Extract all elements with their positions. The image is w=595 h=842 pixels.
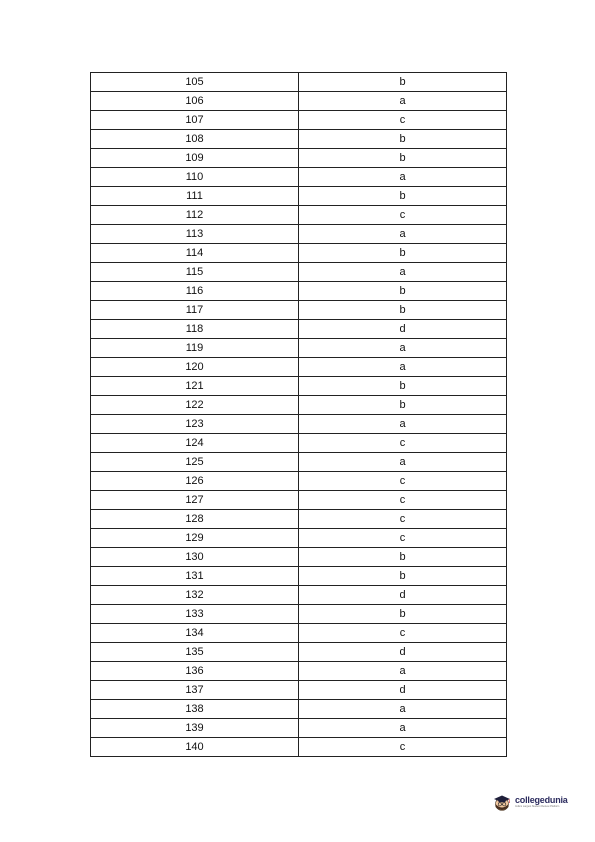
answer-cell: a [299,700,507,719]
question-number-cell: 118 [91,320,299,339]
table-row [91,605,507,624]
answer-cell: b [299,377,507,396]
answer-cell: a [299,263,507,282]
answer-key-table [90,72,507,757]
answer-cell: b [299,301,507,320]
answer-cell: b [299,567,507,586]
question-number-cell: 136 [91,662,299,681]
answer-cell: b [299,187,507,206]
table-row [91,263,507,282]
question-number-cell: 116 [91,282,299,301]
answer-cell: a [299,719,507,738]
question-number-cell: 137 [91,681,299,700]
answer-cell: b [299,548,507,567]
table-row [91,434,507,453]
table-row [91,719,507,738]
answer-cell: c [299,206,507,225]
question-number-cell: 121 [91,377,299,396]
table-row [91,339,507,358]
question-number-cell: 120 [91,358,299,377]
table-row [91,282,507,301]
question-number-cell: 139 [91,719,299,738]
answer-cell: c [299,624,507,643]
question-number-cell: 132 [91,586,299,605]
question-number-cell: 106 [91,92,299,111]
answer-cell: b [299,149,507,168]
table-row [91,567,507,586]
answer-cell: c [299,434,507,453]
table-row [91,643,507,662]
answer-cell: a [299,358,507,377]
table-row [91,415,507,434]
answer-cell: d [299,586,507,605]
question-number-cell: 131 [91,567,299,586]
answer-cell: b [299,130,507,149]
answer-cell: b [299,73,507,92]
answer-cell: a [299,92,507,111]
logo-tagline: India's Largest Student Review Platform [515,804,560,808]
table-row [91,301,507,320]
table-row [91,624,507,643]
question-number-cell: 128 [91,510,299,529]
answer-cell: a [299,415,507,434]
answer-cell: a [299,339,507,358]
answer-cell: b [299,244,507,263]
question-number-cell: 110 [91,168,299,187]
table-row [91,738,507,757]
table-row [91,700,507,719]
question-number-cell: 140 [91,738,299,757]
answer-cell: d [299,643,507,662]
question-number-cell: 126 [91,472,299,491]
question-number-cell: 130 [91,548,299,567]
question-number-cell: 114 [91,244,299,263]
table-row [91,244,507,263]
answer-cell: c [299,472,507,491]
answer-cell: a [299,225,507,244]
question-number-cell: 127 [91,491,299,510]
question-number-cell: 119 [91,339,299,358]
logo-name: collegedunia [515,794,568,805]
question-number-cell: 122 [91,396,299,415]
table-row [91,491,507,510]
logo-text [515,796,568,809]
answer-cell: c [299,491,507,510]
answer-cell: a [299,662,507,681]
answer-cell: d [299,320,507,339]
table-row [91,681,507,700]
answer-cell: c [299,529,507,548]
table-row [91,92,507,111]
table-row [91,206,507,225]
question-number-cell: 112 [91,206,299,225]
graduate-mascot-icon [492,792,512,812]
question-number-cell: 111 [91,187,299,206]
question-number-cell: 115 [91,263,299,282]
table-row [91,320,507,339]
question-number-cell: 133 [91,605,299,624]
question-number-cell: 113 [91,225,299,244]
question-number-cell: 125 [91,453,299,472]
table-row [91,548,507,567]
question-number-cell: 134 [91,624,299,643]
question-number-cell: 135 [91,643,299,662]
table-row [91,168,507,187]
answer-cell: b [299,605,507,624]
question-number-cell: 129 [91,529,299,548]
table-row [91,130,507,149]
answer-cell: a [299,168,507,187]
table-row [91,225,507,244]
question-number-cell: 123 [91,415,299,434]
table-row [91,510,507,529]
question-number-cell: 107 [91,111,299,130]
question-number-cell: 138 [91,700,299,719]
question-number-cell: 109 [91,149,299,168]
answer-cell: b [299,282,507,301]
table-row [91,358,507,377]
table-row [91,149,507,168]
answer-cell: c [299,510,507,529]
answer-cell: b [299,396,507,415]
table-row [91,396,507,415]
question-number-cell: 117 [91,301,299,320]
table-row [91,73,507,92]
collegedunia-logo [492,792,568,812]
question-number-cell: 108 [91,130,299,149]
table-row [91,586,507,605]
table-row [91,529,507,548]
table-row [91,377,507,396]
answer-cell: a [299,453,507,472]
answer-cell: c [299,738,507,757]
answer-cell: d [299,681,507,700]
table-row [91,187,507,206]
answer-cell: c [299,111,507,130]
question-number-cell: 105 [91,73,299,92]
table-row [91,472,507,491]
table-row [91,662,507,681]
table-row [91,111,507,130]
table-row [91,453,507,472]
answer-key-body [91,73,507,757]
question-number-cell: 124 [91,434,299,453]
